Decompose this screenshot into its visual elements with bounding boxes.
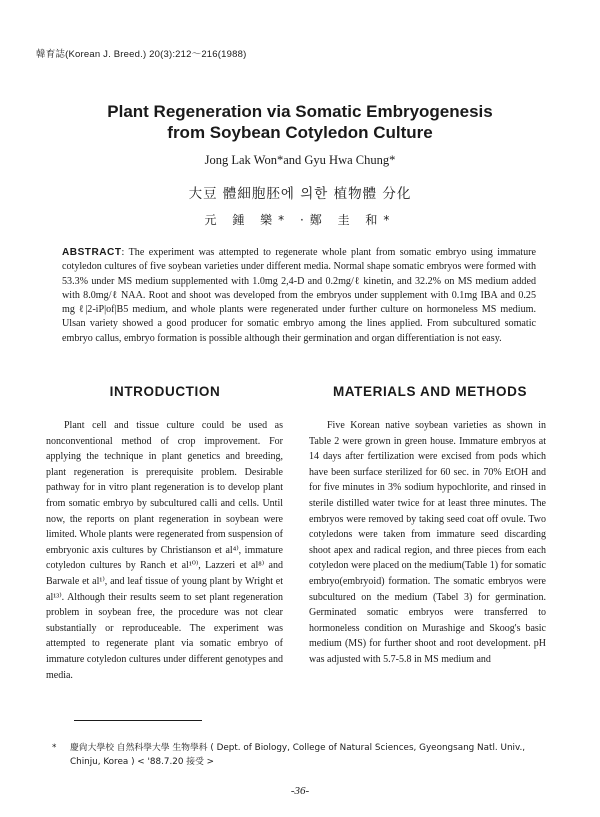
methods-heading: MATERIALS AND METHODS: [332, 384, 528, 399]
paper-title-line-1: Plant Regeneration via Somatic Embryogenesis: [107, 102, 493, 121]
abstract: [62, 246, 536, 346]
author-mark: *: [389, 153, 396, 167]
footnote-mark: *: [52, 743, 57, 753]
korean-title: 大豆 體細胞胚에 의한 植物體 分化: [188, 186, 412, 202]
footnote-divider: [74, 720, 202, 721]
footnote-line-1: 慶尙大學校 自然科學大學 生物學科 ( Dept. of Biology, College of Natural Sciences, Gyeongsang Natl. Univ.,: [70, 743, 526, 753]
authors-korean: 元 鍾 樂* ·鄭 圭 和*: [204, 213, 396, 227]
methods-text: Five Korean native soybean varieties as shown in Table 2 were grown in green house. Immature embryos at 14 days after fertilization were excised from pods which have been surface sterilized for 60 sec. in 70% EtOH and for five minutes in 3% sodium hypochlorite, and rinsed in sterile distilled water twice for at least three minutes. The embryos were removed by taking seed coat off ovule. Two cotyledons were taken from immature seed discarding shoot apex and radical region, and three pieces from each cotyledon were placed on the medium(Table 1) for somatic embryo(embryoid) formation. The somatic embryos were subcultured on the medium (Tabel 3) for germination. Germinated somatic embryos were transferred to hormoneless condition on Murashige and Skoog's basic medium (MS) for further shoot and root development. pH was adjusted with 5.7-5.8 in MS medium and: [309, 420, 546, 665]
introduction-text: Plant cell and tissue culture could be used as nonconventional method of crop improvement. For applying the technique in plant genetics and breeding, plant regeneration is prerequisite problem. Desirable pathway for in vitro plant regeneration is to develop plant from somatic embryo by subcultured calli and cells. Until now, the reports on plant regeneration in soybean were limited. Whole plants were regenerated from suspension of embryonic axis cultures by Christianson et al⁴⁾, immature cotyledon cultures by Ranch et al¹⁰⁾, Lazzeri et al⁸⁾ and Barwale et al¹⁾, and leaf tissue of young plant by Wright et al¹³⁾. Although their results seem to set plant regeneration problem in soybean free, the procedure was not clear substantially or reproduceable. The experiment was attempted to regenerate plant via somatic embryo of immature cotyledon cultures under different genotypes and media.: [46, 420, 283, 681]
journal-citation: 韓育誌(Korean J. Breed.) 20(3):212～216(1988): [36, 49, 247, 60]
affiliation-footnote: [52, 741, 552, 769]
paper-title-line-2: from Soybean Cotyledon Culture: [167, 123, 433, 142]
page-number: -36-: [290, 785, 310, 797]
authors-english: [0, 153, 600, 168]
author-connector: *and Gyu Hwa Chung: [276, 153, 390, 167]
introduction-heading: INTRODUCTION: [109, 384, 221, 399]
abstract-text: The experiment was attempted to regenerate whole plant from somatic embryo using immature cotyledon cultures of five soybean varieties under different media. Normal shape somatic embryos were formed with 53.3% under MS medium supplemented with 1.0mg 2,4-D and 0.2mg/ℓ kinetin, and 32.2% on MS medium added with 8.0mg/ℓ NAA. Root and shoot was developed from the embryos under supplement with 0.1mg IBA and 0.25 mg ℓ|2-iP|of|B5 medium, and whole plants were regenerated under further culture on hormoneless MS medium. Ulsan variety showed a good producer for somatic embryo among the lines applied. From subcultured somatic embryo callus, embryo formation is possible although their germination and organ differentiation is not easy.: [62, 247, 536, 344]
abstract-separator: :: [121, 247, 129, 258]
footnote-line-2: Chinju, Korea ) < '88.7.20 接受 >: [70, 757, 215, 767]
abstract-heading: ABSTRACT: [62, 247, 122, 258]
author-won: Jong Lak Won: [204, 153, 277, 167]
